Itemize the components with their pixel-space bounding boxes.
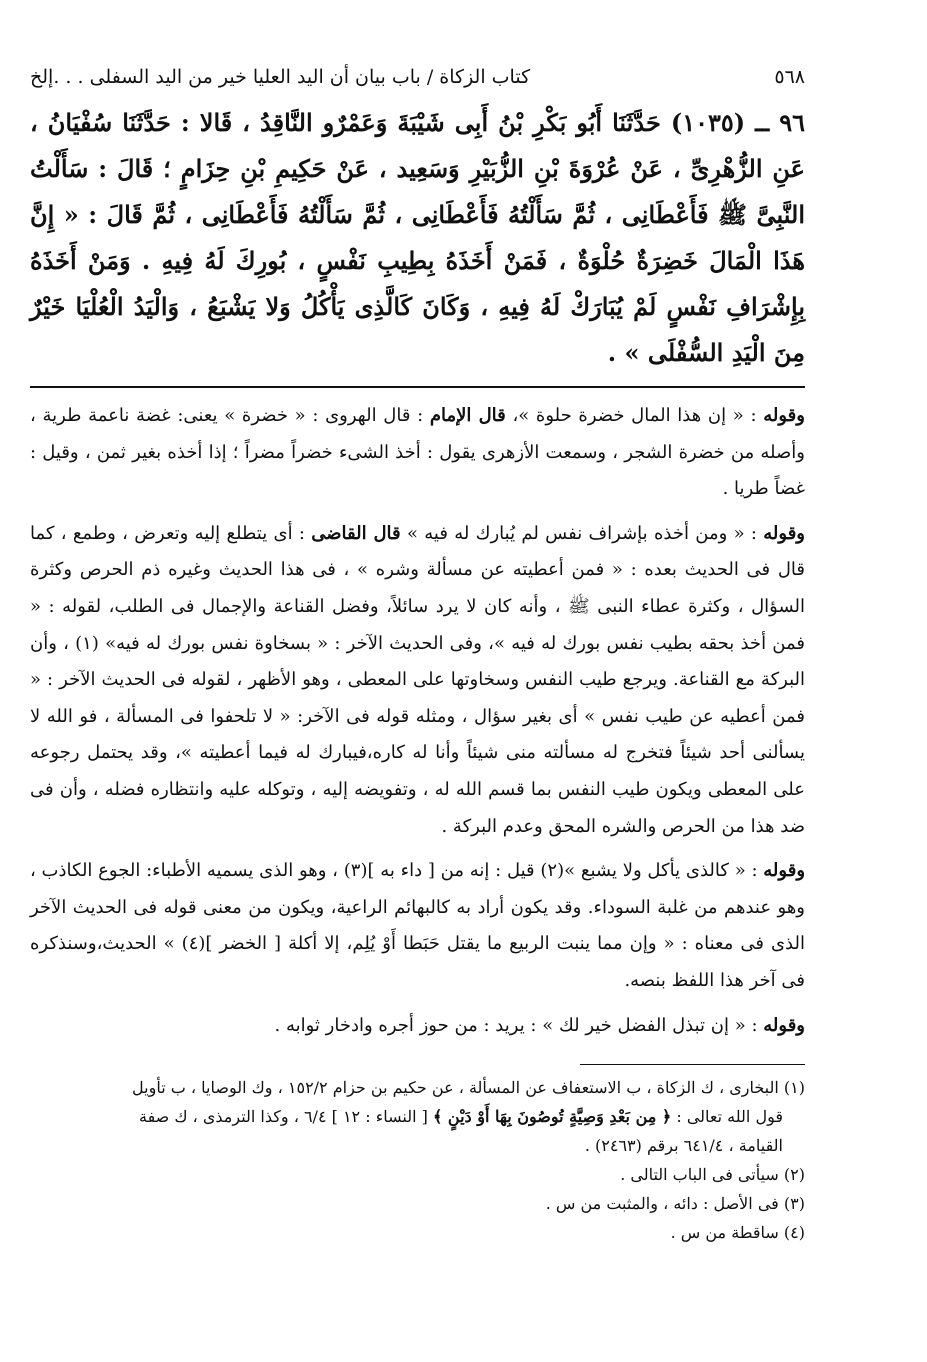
hadith-text-block — [30, 100, 805, 376]
commentary-paragraph — [30, 398, 805, 508]
footnote-2: (٢) سيأتى فى الباب التالى . — [620, 1165, 805, 1185]
commentary-lead: وقوله — [763, 860, 806, 882]
book-page — [30, 60, 805, 1247]
commentary — [30, 398, 805, 1044]
commentary-lead: وقوله — [763, 522, 805, 544]
commentator-label: قال القاضى — [311, 522, 401, 544]
commentary-lead: وقوله — [763, 405, 805, 426]
section-divider — [30, 386, 805, 388]
page-number: ٥٦٨ — [774, 66, 805, 88]
commentary-paragraph — [30, 516, 805, 845]
commentary-text: : « إن تبذل الفضل خير لك » : يريد : من حوز أجره وادخار ثوابه . — [274, 1014, 758, 1036]
commentary-quote: : « ومن أخذه بإشراف نفس لم يُبارك له فيه » — [406, 522, 757, 544]
commentary-text: : أى يتطلع إليه وتعرض ، وطمع ، كما قال فى الحديث بعده : « فمن أعطيته عن مسألة وشره » ، فى هذا الحديث وغيره ذم الحرص وكثرة السؤال ، وكثرة عطاء النبى ﷺ ، وأنه كان لا يرد سائلاً، وفضل القناعة والإجمال فى الطلب، لقوله : « فمن أخذ بحقه بطيب نفس بورك له فيه »، وفى الحديث الآخر : « بسخاوة نفس بورك له فيه» (١) ، وأن البركة مع القناعة. ويرجع طيب النفس وسخاوتها على المعطى ، وهو الأظهر ، لقوله فى الحديث الآخر : « فمن أعطيه عن طيب نفس » أى بغير سؤال ، ومثله قوله فى الآخر: « لا تلحفوا فى المسألة ، فو الله لا يسألنى أحد شيئاً فتخرج له مسألته منى شيئاً وأنا له كاره،فيبارك له فيما أعطيته »، وقد يحتمل رجوعه على المعطى ويكون طيب النفس بما قسم الله له ، وتفويضه إليه ، وتوكله عليه وانتظاره فضله ، وأن فى ضد هذا من الحرص والشره المحق وعدم البركة . — [30, 522, 805, 837]
hadith-number: ٩٦ ــ (١٠٣٥) — [670, 108, 805, 137]
footnote-text: قول الله تعالى : — [676, 1107, 783, 1127]
commentary-paragraph — [30, 853, 805, 999]
running-header — [30, 60, 805, 94]
quran-citation: ﴿ مِن بَعْدِ وَصِيَّةٍ تُوصُونَ بِهَا أَوْ دَيْنٍ ﴾ — [432, 1107, 672, 1127]
commentator-label: قال الإمام — [429, 405, 506, 426]
footnote-text: [ النساء : ١٢ ] ٦/٤ ، وكذا الترمذى ، ك صفة — [139, 1107, 428, 1127]
commentary-text: : قال الهروى : « خضرة » يعنى: غضة ناعمة طرية ، وأصله من خضرة الشجر ، وسمعت الأزهرى يقول : أخذ الشىء خضراً مضراً ؛ إذا أخذه بغير ثمن ، وقيل : غضاً طريا . — [30, 405, 805, 500]
footnotes — [30, 1073, 805, 1247]
footnote-3: (٣) فى الأصل : دائه ، والمثبت من س . — [545, 1194, 805, 1214]
hadith-text: حَدَّثَنَا أَبُو بَكْرِ بْنُ أَبِى شَيْبَةَ وَعَمْرٌو النَّاقِدُ ، قَالا : حَدَّثَنَا سُفْيَانُ ، عَنِ الزُّهْرِىِّ ، عَنْ عُرْوَةَ بْنِ الزُّبَيْرِ وَسَعِيد ، عَنْ حَكِيمِ بْنِ حِزَامٍ ؛ قَالَ : سَأَلْتُ النَّبِىَّ ﷺ فَأَعْطَانِى ، ثُمَّ سَأَلْتُهُ فَأَعْطَانِى ، ثُمَّ سَأَلْتُهُ فَأَعْطَانِى ، ثُمَّ قَالَ : « إِنَّ هَذَا الْمَالَ خَضِرَةٌ حُلْوَةٌ ، فَمَنْ أَخَذَهُ بِطِيبِ نَفْسٍ ، بُورِكَ لَهُ فِيهِ . وَمَنْ أَخَذَهُ بِإِشْرَافِ نَفْسٍ لَمْ يُبَارَكْ لَهُ فِيهِ ، وَكَانَ كَالَّذِى يَأْكُلُ وَلا يَشْبَعُ ، وَالْيَدُ الْعُلْيَا خَيْرٌ مِنَ الْيَدِ السُّفْلَى » . — [30, 108, 805, 367]
footnote-1: (١) البخارى ، ك الزكاة ، ب الاستعفاف عن المسألة ، عن حكيم بن حزام ١٥٢/٢ ، وك الوصايا ، ب تأويل — [132, 1078, 805, 1098]
footnote-4: (٤) ساقطة من س . — [670, 1223, 805, 1243]
running-title: كتاب الزكاة / باب بيان أن اليد العليا خير من اليد السفلى . . .إلخ — [30, 66, 531, 88]
commentary-quote: : « إن هذا المال خضرة حلوة »، — [512, 405, 757, 426]
footnote-1-end: القيامة ، ٦٤١/٤ برقم (٢٤٦٣) . — [584, 1136, 783, 1156]
footnote-divider — [580, 1064, 805, 1065]
commentary-text: : « كالذى يأكل ولا يشبع »(٢) قيل : إنه من [ داء به ](٣) ، وهو الذى يسميه الأطباء: الجوع الكاذب ، وهو عندهم من غلبة السوداء. وقد يكون أراد به كالبهائم الراعية، ويكون من معنى قوله فى الحديث الآخر الذى فى معناه : « وإن مما ينبت الربيع ما يقتل حَبَطا أَوْ يُلِم، إلا أكلة [ الخضر ](٤) » الحديث،وسنذكره فى آخر هذا اللفظ بنصه. — [30, 860, 805, 991]
commentary-lead: وقوله — [763, 1014, 805, 1036]
commentary-paragraph — [30, 1008, 805, 1045]
footnote-1-continued — [30, 1102, 783, 1131]
